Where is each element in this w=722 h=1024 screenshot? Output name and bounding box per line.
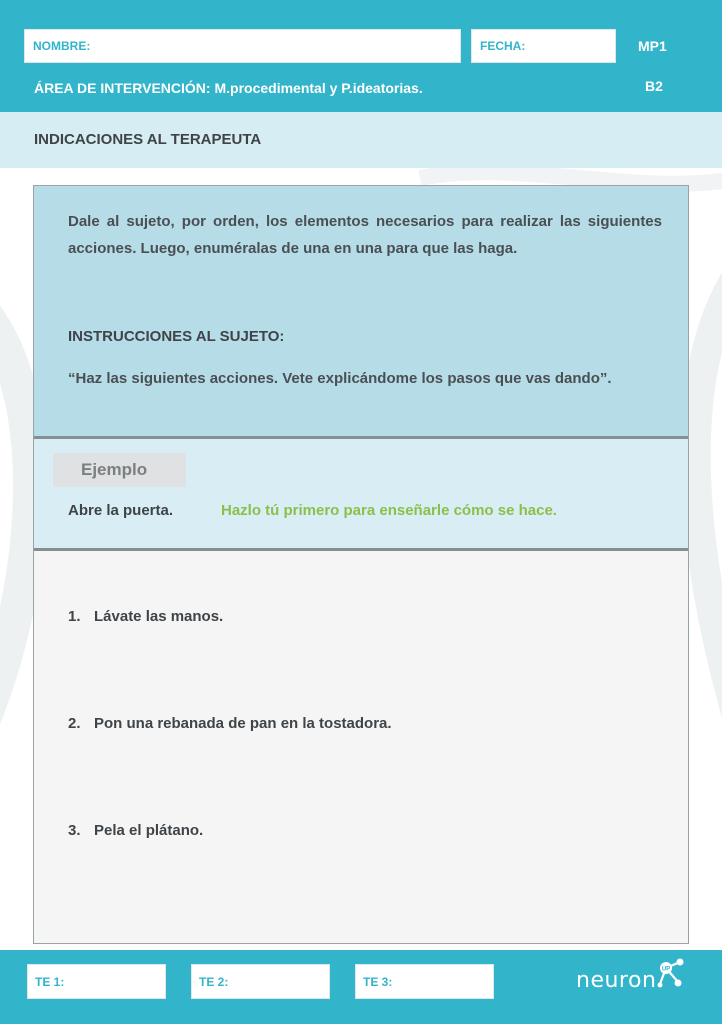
item-text: Pela el plátano. (94, 822, 204, 839)
item-text: Pon una rebanada de pan en la tostadora. (94, 715, 392, 732)
example-action: Abre la puerta. (68, 502, 174, 519)
list-item (68, 822, 203, 839)
item-text: Lávate las manos. (94, 608, 224, 625)
subject-instructions-title: INSTRUCCIONES AL SUJETO: (68, 328, 285, 345)
sheet-code: MP1 (638, 38, 667, 54)
intervention-area: ÁREA DE INTERVENCIÓN: M.procedimental y P.ideatorias. (34, 80, 423, 96)
therapist-title: INDICACIONES AL TERAPEUTA (34, 131, 262, 148)
name-label: NOMBRE: (33, 39, 91, 53)
item-number: 2. (68, 715, 81, 732)
list-item (68, 715, 392, 732)
logo-badge: UP (661, 966, 671, 973)
list-item (68, 608, 223, 625)
therapist-instructions: Dale al sujeto, por orden, los elementos necesarios para realizar las siguientes acciones. Luego, enuméralas de una en una para que las haga. (68, 213, 662, 257)
logo-text: neuron (576, 968, 657, 993)
example-hint: Hazlo tú primero para enseñarle cómo se hace. (221, 502, 557, 519)
neuronup-logo (574, 954, 694, 1004)
date-field[interactable] (471, 29, 616, 63)
te1-field[interactable] (27, 964, 166, 999)
date-label: FECHA: (480, 39, 526, 53)
exercise-card (33, 185, 689, 944)
divider (34, 548, 688, 551)
example-badge: Ejemplo (53, 453, 186, 487)
te3-label: TE 3: (363, 975, 393, 989)
level-code: B2 (645, 78, 663, 94)
instructions-section (34, 186, 688, 436)
item-number: 1. (68, 608, 81, 625)
te2-field[interactable] (191, 964, 330, 999)
item-number: 3. (68, 822, 81, 839)
name-field[interactable] (24, 29, 461, 63)
subject-instructions: “Haz las siguientes acciones. Vete explicándome los pasos que vas dando”. (68, 370, 612, 387)
te2-label: TE 2: (199, 975, 229, 989)
te1-label: TE 1: (35, 975, 65, 989)
molecule-icon (652, 954, 688, 994)
te3-field[interactable] (355, 964, 494, 999)
